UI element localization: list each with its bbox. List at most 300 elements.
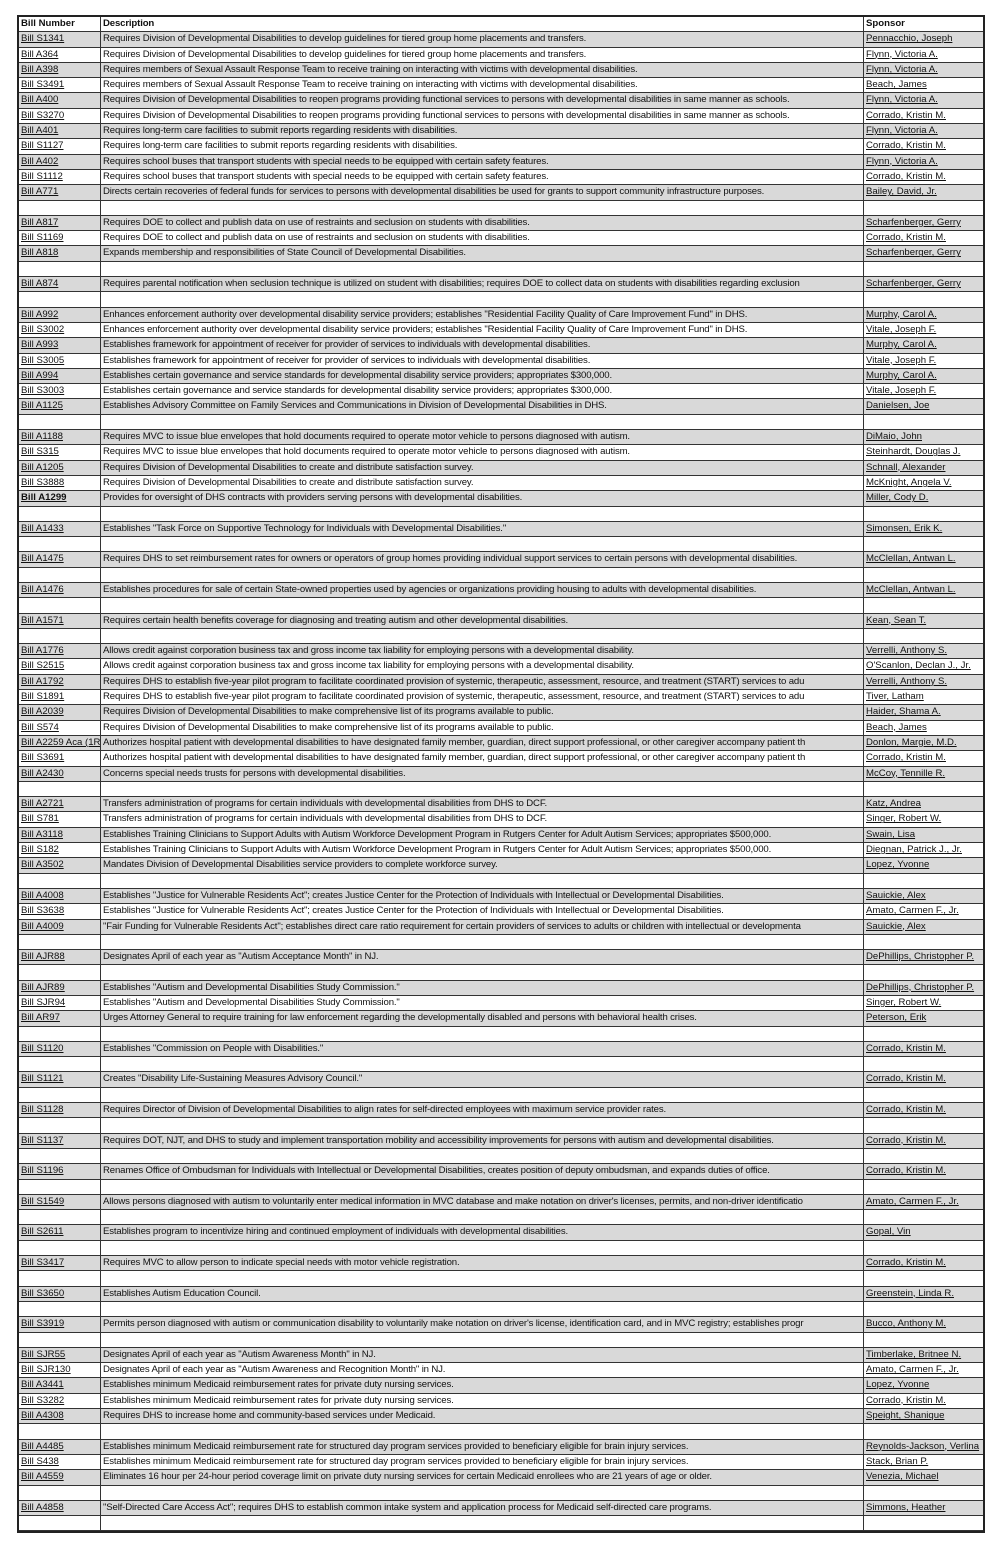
sponsor-link[interactable] [864, 1363, 983, 1377]
bill-number-link-text[interactable]: Bill S3005 [21, 354, 65, 366]
sponsor-link[interactable] [864, 1011, 983, 1025]
sponsor-link-text[interactable]: Corrado, Kristin M. [866, 1165, 946, 1177]
bill-number-link[interactable] [19, 675, 101, 689]
bill-number-link[interactable] [19, 1455, 101, 1469]
sponsor-link-text[interactable]: Corrado, Kristin M. [866, 1104, 946, 1116]
bill-number-link-text[interactable]: Bill A1188 [21, 431, 63, 443]
bill-number-link-text[interactable]: Bill A1205 [21, 461, 64, 473]
sponsor-link-text[interactable]: O'Scanlon, Declan J., Jr. [866, 660, 971, 672]
sponsor-link-text[interactable]: Verrelli, Anthony S. [866, 675, 948, 687]
sponsor-link-text[interactable]: Scharfenberger, Gerry [866, 216, 961, 228]
bill-number-link[interactable] [19, 338, 101, 352]
bill-number-link[interactable] [19, 797, 101, 811]
bill-number-link[interactable] [19, 109, 101, 123]
bill-number-link-text[interactable]: Bill S1121 [21, 1073, 64, 1085]
bill-number-link-text[interactable]: Bill A401 [21, 125, 59, 137]
sponsor-link-text[interactable]: Corrado, Kristin M. [866, 1042, 946, 1054]
sponsor-link[interactable] [864, 920, 983, 934]
sponsor-link[interactable] [864, 155, 983, 169]
sponsor-link[interactable] [864, 231, 983, 245]
sponsor-link-text[interactable]: McKnight, Angela V. [866, 476, 952, 488]
bill-number-link-text[interactable]: Bill A1776 [21, 645, 64, 657]
sponsor-link-text[interactable]: Flynn, Victoria A. [866, 125, 938, 137]
sponsor-link[interactable] [864, 338, 983, 352]
sponsor-link[interactable] [864, 109, 983, 123]
bill-number-link-text[interactable]: Bill S1127 [21, 140, 64, 152]
sponsor-link-text[interactable]: Miller, Cody D. [866, 492, 929, 504]
sponsor-link[interactable] [864, 430, 983, 444]
bill-number-link[interactable] [19, 583, 101, 597]
bill-number-link-text[interactable]: Bill S1120 [21, 1042, 64, 1054]
bill-number-link[interactable] [19, 828, 101, 842]
sponsor-link-text[interactable]: Scharfenberger, Gerry [866, 247, 961, 259]
bill-number-link[interactable] [19, 767, 101, 781]
blank-row [19, 1333, 983, 1348]
table-row [19, 48, 983, 63]
sponsor-link[interactable] [864, 445, 983, 459]
sponsor-link-text[interactable]: Donlon, Margie, M.D. [866, 736, 957, 748]
bill-number-link[interactable] [19, 1363, 101, 1377]
bill-number-link-text[interactable]: Bill A1475 [21, 553, 64, 565]
bill-number-link-text[interactable]: Bill A4559 [21, 1471, 64, 1483]
sponsor-link[interactable] [864, 1378, 983, 1392]
sponsor-link[interactable] [864, 1225, 983, 1239]
bill-number-link-text[interactable]: Bill A3502 [21, 859, 64, 871]
table-row [19, 659, 983, 674]
bill-number-link[interactable] [19, 399, 101, 413]
sponsor-link-text[interactable]: Steinhardt, Douglas J. [866, 446, 961, 458]
sponsor-link[interactable] [864, 1042, 983, 1056]
sponsor-link[interactable] [864, 216, 983, 230]
bill-number-link[interactable] [19, 354, 101, 368]
sponsor-link-text[interactable]: Kean, Sean T. [866, 614, 927, 626]
bill-number-link[interactable] [19, 812, 101, 826]
bill-number-link[interactable] [19, 981, 101, 995]
sponsor-link-text[interactable]: Swain, Lisa [866, 828, 916, 840]
sponsor-link-text[interactable]: Verrelli, Anthony S. [866, 645, 948, 657]
sponsor-link[interactable] [864, 1195, 983, 1209]
bill-number-link[interactable] [19, 904, 101, 918]
bill-number-link[interactable] [19, 1134, 101, 1148]
bill-number-link[interactable] [19, 1348, 101, 1362]
bill-number-link-text[interactable]: Bill A994 [21, 369, 59, 381]
sponsor-link[interactable] [864, 950, 983, 964]
sponsor-link[interactable] [864, 323, 983, 337]
sponsor-link-text[interactable]: Singer, Robert W. [866, 813, 942, 825]
sponsor-link-text[interactable]: Murphy, Carol A. [866, 308, 937, 320]
bill-number-link-text[interactable]: Bill A818 [21, 247, 59, 259]
sponsor-link[interactable] [864, 384, 983, 398]
sponsor-link[interactable] [864, 48, 983, 62]
bill-number-link[interactable] [19, 843, 101, 857]
bill-description-text: Requires MVC to issue blue envelopes that hold documents required to operate motor vehicle to persons diagnosed with autism. [103, 446, 630, 458]
table-row [19, 675, 983, 690]
bill-number-link-text[interactable]: Bill A3441 [21, 1379, 64, 1391]
sponsor-link[interactable] [864, 246, 983, 260]
sponsor-link[interactable] [864, 858, 983, 872]
sponsor-link[interactable] [864, 1501, 983, 1515]
bill-number-link [19, 1210, 101, 1224]
bill-number-link-text[interactable]: Bill A1792 [21, 675, 64, 687]
sponsor-link-text[interactable]: Bailey, David, Jr. [866, 186, 937, 198]
sponsor-link[interactable] [864, 659, 983, 673]
bill-number-link-text[interactable]: Bill A1476 [21, 583, 64, 595]
bill-number-link-text[interactable]: Bill S3638 [21, 905, 65, 917]
sponsor-link-text[interactable]: Gopal, Vin [866, 1226, 911, 1238]
bill-number-link-text[interactable]: Bill A398 [21, 63, 59, 75]
bill-number-link-text[interactable]: Bill S1169 [21, 232, 64, 244]
bill-number-link-text[interactable]: Bill S3491 [21, 79, 65, 91]
sponsor-link[interactable] [864, 32, 983, 46]
bill-number-link[interactable] [19, 1256, 101, 1270]
sponsor-link[interactable] [864, 1164, 983, 1178]
bill-number-link[interactable] [19, 659, 101, 673]
bill-number-link[interactable] [19, 690, 101, 704]
sponsor-link-text[interactable]: Corrado, Kristin M. [866, 140, 946, 152]
bill-number-link[interactable] [19, 1317, 101, 1331]
bill-number-link[interactable] [19, 736, 101, 750]
bill-number-link-text[interactable]: Bill S1549 [21, 1195, 65, 1207]
bill-number-link-text[interactable]: Bill S3003 [21, 385, 65, 397]
sponsor-link[interactable] [864, 552, 983, 566]
bill-number-link[interactable] [19, 644, 101, 658]
sponsor-link[interactable] [864, 491, 983, 505]
bill-number-link[interactable] [19, 246, 101, 260]
bill-number-link-text[interactable]: Bill AR97 [21, 1012, 60, 1024]
bill-number-link-text[interactable]: Bill A2039 [21, 706, 64, 718]
bill-number-link-text[interactable]: Bill A1571 [21, 614, 64, 626]
sponsor-link[interactable] [864, 63, 983, 77]
sponsor-link-text[interactable]: Tiver, Latham [866, 691, 924, 703]
bill-number-link[interactable] [19, 1042, 101, 1056]
bill-number-link[interactable] [19, 139, 101, 153]
sponsor-link-text[interactable]: Lopez, Yvonne [866, 859, 930, 871]
sponsor-link-text[interactable]: Corrado, Kristin M. [866, 752, 946, 764]
bill-number-link[interactable] [19, 323, 101, 337]
bill-number-link-text[interactable]: Bill S182 [21, 844, 59, 856]
sponsor-link[interactable] [864, 1409, 983, 1423]
bill-number-link-text[interactable]: Bill S1891 [21, 691, 65, 703]
bill-number-link-text[interactable]: Bill A874 [21, 278, 59, 290]
bill-number-link-text[interactable]: Bill A2721 [21, 798, 64, 810]
bill-number-link-text[interactable]: Bill SJR55 [21, 1348, 66, 1360]
bill-number-link-text[interactable]: Bill A4308 [21, 1410, 64, 1422]
bill-number-link[interactable] [19, 491, 101, 505]
sponsor-link-text[interactable]: Simonsen, Erik K. [866, 522, 943, 534]
bill-number-link[interactable] [19, 920, 101, 934]
bill-number-link-text[interactable]: Bill S3691 [21, 752, 65, 764]
bill-number-link-text[interactable]: Bill S2611 [21, 1226, 64, 1238]
bill-number-link-text[interactable]: Bill S1137 [21, 1134, 64, 1146]
bill-number-link[interactable] [19, 996, 101, 1010]
bill-number-link[interactable] [19, 1409, 101, 1423]
sponsor-link-text[interactable]: Flynn, Victoria A. [866, 48, 938, 60]
bill-number-link-text[interactable]: Bill S1341 [21, 33, 65, 45]
sponsor-link[interactable] [864, 828, 983, 842]
sponsor-link[interactable] [864, 369, 983, 383]
sponsor-link-text[interactable]: Amato, Carmen F., Jr. [866, 1364, 959, 1376]
sponsor-link-text[interactable]: Corrado, Kristin M. [866, 1134, 946, 1146]
bill-number-link[interactable] [19, 889, 101, 903]
sponsor-link-text[interactable]: Murphy, Carol A. [866, 339, 937, 351]
bill-number-link[interactable] [19, 430, 101, 444]
bill-number-link-text[interactable]: Bill S3919 [21, 1318, 65, 1330]
sponsor-link-text[interactable]: Bucco, Anthony M. [866, 1318, 946, 1330]
bill-number-link[interactable] [19, 721, 101, 735]
sponsor-link[interactable] [864, 904, 983, 918]
sponsor-link[interactable] [864, 751, 983, 765]
bill-number-link-text[interactable]: Bill S3650 [21, 1287, 65, 1299]
bill-number-link[interactable] [19, 1225, 101, 1239]
bill-number-link[interactable] [19, 1164, 101, 1178]
bill-number-link[interactable] [19, 1440, 101, 1454]
bill-number-link[interactable] [19, 231, 101, 245]
sponsor-link[interactable] [864, 1134, 983, 1148]
sponsor-link-text[interactable]: Reynolds-Jackson, Verlina [866, 1440, 980, 1452]
bill-number-link-text[interactable]: Bill A1125 [21, 400, 63, 412]
bill-number-link-text[interactable]: Bill S3417 [21, 1257, 65, 1269]
sponsor-link-text[interactable]: Flynn, Victoria A. [866, 155, 938, 167]
sponsor-link[interactable] [864, 399, 983, 413]
sponsor-link-text[interactable]: Vitale, Joseph F. [866, 385, 937, 397]
bill-number-link-text[interactable]: Bill A402 [21, 155, 59, 167]
sponsor-link[interactable] [864, 461, 983, 475]
bill-description [101, 185, 864, 199]
sponsor-link-text[interactable]: Katz, Andrea [866, 798, 921, 810]
sponsor-link-text[interactable]: Beach, James [866, 79, 927, 91]
sponsor-link-text[interactable]: Corrado, Kristin M. [866, 170, 946, 182]
sponsor-link[interactable] [864, 124, 983, 138]
bill-number-link[interactable] [19, 216, 101, 230]
sponsor-link[interactable] [864, 476, 983, 490]
bill-number-link-text[interactable]: Bill A1299 [21, 492, 67, 504]
sponsor-link[interactable] [864, 644, 983, 658]
sponsor-link-text[interactable]: Flynn, Victoria A. [866, 63, 938, 75]
bill-number-link-text[interactable]: Bill S3282 [21, 1394, 65, 1406]
sponsor-link-text[interactable]: Murphy, Carol A. [866, 369, 937, 381]
sponsor-link[interactable] [864, 583, 983, 597]
bill-number-link-text[interactable]: Bill AJR89 [21, 981, 65, 993]
bill-description-text: Requires Division of Developmental Disabilities to make comprehensive list of its programs available to public. [103, 706, 554, 718]
bill-number-link[interactable] [19, 858, 101, 872]
sponsor-link[interactable] [864, 996, 983, 1010]
bill-number-link-text[interactable]: Bill S574 [21, 721, 59, 733]
bill-number-link[interactable] [19, 384, 101, 398]
sponsor-link[interactable] [864, 1470, 983, 1484]
sponsor-link-text[interactable]: Diegnan, Patrick J., Jr. [866, 844, 962, 856]
sponsor-link[interactable] [864, 614, 983, 628]
bill-number-link[interactable] [19, 1378, 101, 1392]
sponsor-link[interactable] [864, 889, 983, 903]
sponsor-link-text[interactable]: Corrado, Kristin M. [866, 1073, 946, 1085]
bill-number-link[interactable] [19, 1195, 101, 1209]
sponsor-link-text[interactable]: Simmons, Heather [866, 1501, 946, 1513]
sponsor-link[interactable] [864, 185, 983, 199]
sponsor-link-text[interactable]: Venezia, Michael [866, 1471, 939, 1483]
bill-number-link-text[interactable]: Bill A992 [21, 308, 59, 320]
bill-number-link[interactable] [19, 1501, 101, 1515]
sponsor-link[interactable] [864, 690, 983, 704]
sponsor-link[interactable] [864, 981, 983, 995]
sponsor-link[interactable] [864, 736, 983, 750]
bill-number-link[interactable] [19, 369, 101, 383]
sponsor-link-text[interactable]: Greenstein, Linda R. [866, 1287, 954, 1299]
sponsor-link-text[interactable]: Danielsen, Joe [866, 400, 930, 412]
sponsor-link-text[interactable]: Schnall, Alexander [866, 461, 946, 473]
bill-number-link[interactable] [19, 277, 101, 291]
table-row [19, 751, 983, 766]
bill-number-link[interactable] [19, 950, 101, 964]
sponsor-link-text[interactable]: Flynn, Victoria A. [866, 94, 938, 106]
sponsor-link-text[interactable]: Amato, Carmen F., Jr. [866, 905, 959, 917]
sponsor-link-text[interactable]: Corrado, Kristin M. [866, 232, 946, 244]
sponsor-link[interactable] [864, 1287, 983, 1301]
bill-number-link [19, 292, 101, 306]
bill-number-link-text[interactable]: Bill A2430 [21, 767, 64, 779]
sponsor-link-text[interactable]: DiMaio, John [866, 431, 922, 443]
sponsor-link-text[interactable]: Haider, Shama A. [866, 706, 941, 718]
bill-number-link-text[interactable]: Bill A817 [21, 216, 59, 228]
sponsor-link-text[interactable]: Corrado, Kristin M. [866, 1257, 946, 1269]
sponsor-link[interactable] [864, 1103, 983, 1117]
bill-number-link-text[interactable]: Bill SJR94 [21, 997, 66, 1008]
sponsor-link-text[interactable]: Singer, Robert W. [866, 997, 942, 1008]
sponsor-link[interactable] [864, 354, 983, 368]
sponsor-link[interactable] [864, 843, 983, 857]
sponsor-link-text[interactable]: Vitale, Joseph F. [866, 323, 937, 335]
sponsor-link[interactable] [864, 1317, 983, 1331]
sponsor-link[interactable] [864, 308, 983, 322]
bill-number-link-text[interactable]: Bill S315 [21, 446, 59, 458]
sponsor-link-text[interactable]: McClellan, Antwan L. [866, 553, 956, 565]
header-sponsor: Sponsor [866, 18, 905, 29]
bill-number-link-text[interactable]: Bill A993 [21, 339, 59, 351]
sponsor-link-text[interactable]: Corrado, Kristin M. [866, 1394, 946, 1406]
bill-number-link-text[interactable]: Bill S1128 [21, 1104, 64, 1116]
sponsor-link-text[interactable]: Sauickie, Alex [866, 920, 926, 932]
sponsor-link-text[interactable]: McClellan, Antwan L. [866, 583, 956, 595]
bill-number-link-text[interactable]: Bill S438 [21, 1455, 59, 1467]
sponsor-link[interactable] [864, 170, 983, 184]
sponsor-link[interactable] [864, 1455, 983, 1469]
sponsor-link[interactable] [864, 93, 983, 107]
sponsor-link-text[interactable]: Lopez, Yvonne [866, 1379, 930, 1391]
sponsor-link[interactable] [864, 797, 983, 811]
bill-number-link[interactable] [19, 78, 101, 92]
bill-number-link[interactable] [19, 522, 101, 536]
bill-number-link[interactable] [19, 476, 101, 490]
bill-number-link [19, 1302, 101, 1316]
bill-number-link-text[interactable]: Bill AJR88 [21, 951, 65, 963]
bill-number-link-text[interactable]: Bill SJR130 [21, 1364, 71, 1376]
sponsor-link[interactable] [864, 767, 983, 781]
sponsor-link-text[interactable]: Amato, Carmen F., Jr. [866, 1195, 959, 1207]
bill-number-link[interactable] [19, 63, 101, 77]
bill-number-link-text[interactable]: Bill S3002 [21, 323, 65, 335]
bill-number-link[interactable] [19, 308, 101, 322]
bill-number-link-text[interactable]: Bill A2259 Aca (1R [21, 736, 101, 748]
bill-number-link[interactable] [19, 155, 101, 169]
sponsor-link[interactable] [864, 1348, 983, 1362]
bill-number-link[interactable] [19, 1287, 101, 1301]
sponsor-link[interactable] [864, 1256, 983, 1270]
sponsor-link-text[interactable]: Speight, Shanique [866, 1410, 945, 1422]
sponsor-link-text[interactable]: Pennacchio, Joseph [866, 33, 953, 45]
bill-number-link [19, 1057, 101, 1071]
sponsor-link-text[interactable]: Peterson, Erik [866, 1012, 927, 1024]
bill-number-link-text[interactable]: Bill A4858 [21, 1501, 64, 1513]
bill-number-link[interactable] [19, 614, 101, 628]
bill-number-link[interactable] [19, 751, 101, 765]
bill-number-link[interactable] [19, 552, 101, 566]
bill-number-link[interactable] [19, 461, 101, 475]
bill-description-text: Enhances enforcement authority over developmental disability service providers; establishes "Residential Facility Quality of Care Improvement Fund" in DHS. [103, 323, 748, 335]
bill-number-link[interactable] [19, 1394, 101, 1408]
bill-number-link[interactable] [19, 1103, 101, 1117]
sponsor-link[interactable] [864, 721, 983, 735]
bill-number-link-text[interactable]: Bill A3118 [21, 828, 63, 840]
bill-number-link-text[interactable]: Bill S1196 [21, 1165, 64, 1177]
bill-number-link-text[interactable]: Bill A4009 [21, 920, 64, 932]
sponsor-link[interactable] [864, 522, 983, 536]
sponsor-link[interactable] [864, 277, 983, 291]
bill-description [101, 1042, 864, 1056]
sponsor-link[interactable] [864, 1394, 983, 1408]
sponsor-link-text[interactable]: DePhillips, Christopher P. [866, 951, 975, 963]
bill-number-link[interactable] [19, 124, 101, 138]
sponsor-link-text[interactable]: Scharfenberger, Gerry [866, 278, 961, 290]
bill-number-link-text[interactable]: Bill S3270 [21, 109, 65, 121]
sponsor-link-text[interactable]: Timberlake, Britnee N. [866, 1348, 962, 1360]
bill-number-link-text[interactable]: Bill A400 [21, 94, 59, 106]
sponsor-link[interactable] [864, 1072, 983, 1086]
bill-number-link-text[interactable]: Bill A1433 [21, 522, 64, 534]
bill-number-link[interactable] [19, 48, 101, 62]
bill-number-link-text[interactable]: Bill A364 [21, 48, 59, 60]
bill-number-link[interactable] [19, 93, 101, 107]
bill-number-link[interactable] [19, 185, 101, 199]
bill-number-link[interactable] [19, 1470, 101, 1484]
bill-number-link[interactable] [19, 445, 101, 459]
sponsor-link-text[interactable]: Sauickie, Alex [866, 889, 926, 901]
sponsor-link[interactable] [864, 675, 983, 689]
bill-number-link-text[interactable]: Bill A771 [21, 186, 59, 198]
bill-number-link[interactable] [19, 705, 101, 719]
sponsor-link-text[interactable]: Beach, James [866, 721, 927, 733]
sponsor-link[interactable] [864, 812, 983, 826]
blank-row [19, 262, 983, 277]
sponsor-link[interactable] [864, 705, 983, 719]
sponsor-link[interactable] [864, 139, 983, 153]
sponsor-link[interactable] [864, 1440, 983, 1454]
bill-number-link[interactable] [19, 170, 101, 184]
sponsor-link-text[interactable]: Vitale, Joseph F. [866, 354, 937, 366]
bill-number-link-text[interactable]: Bill S781 [21, 813, 59, 825]
bill-number-link-text[interactable]: Bill S2515 [21, 660, 65, 672]
bill-number-link-text[interactable]: Bill A4485 [21, 1440, 64, 1452]
bill-number-link[interactable] [19, 32, 101, 46]
sponsor-link-text[interactable]: McCoy, Tennille R. [866, 767, 946, 779]
bill-number-link[interactable] [19, 1011, 101, 1025]
sponsor-link-text[interactable]: Corrado, Kristin M. [866, 109, 946, 121]
bill-number-link-text[interactable]: Bill S1112 [21, 170, 63, 182]
sponsor-link[interactable] [864, 78, 983, 92]
bill-number-link-text[interactable]: Bill A4008 [21, 889, 64, 901]
sponsor-link-text[interactable]: DePhillips, Christopher P. [866, 981, 975, 993]
bill-number-link[interactable] [19, 1072, 101, 1086]
sponsor-link-text[interactable]: Stack, Brian P. [866, 1455, 929, 1467]
bill-number-link-text[interactable]: Bill S3888 [21, 476, 65, 488]
